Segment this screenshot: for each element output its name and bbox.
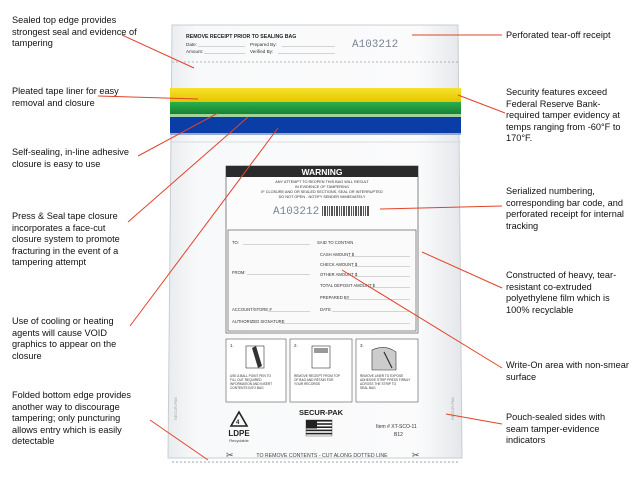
write-on-area bbox=[228, 230, 416, 331]
field-to: TO: bbox=[232, 240, 239, 245]
receipt-verified-label: Verified By: bbox=[250, 49, 274, 54]
field-from: FROM: bbox=[232, 270, 246, 275]
field-total: TOTAL DEPOSIT AMOUNT $ bbox=[320, 283, 375, 288]
tape-blue-stripe bbox=[170, 117, 461, 133]
field-prepared-by: PREPARED BY bbox=[320, 295, 350, 300]
receipt-amount-label: Amount: bbox=[186, 49, 204, 54]
callout-pleated-tape-liner: Pleated tape liner for easy removal and closure bbox=[12, 86, 119, 108]
callout-serialized-numbering: Serialized numbering, corresponding bar code, and perforated receipt for internal tracking bbox=[506, 186, 624, 231]
bottom-cut-instruction: TO REMOVE CONTENTS - CUT ALONG DOTTED LINE bbox=[256, 453, 388, 459]
side-text-left: SECUR-PAK bbox=[173, 396, 178, 420]
warning-title: WARNING bbox=[301, 167, 343, 177]
callout-write-on-area: Write-On area with non-smear surface bbox=[506, 360, 629, 382]
receipt-prepared-label: Prepared By: bbox=[250, 42, 277, 47]
receipt-serial-number: A103212 bbox=[352, 39, 399, 51]
step-3-text: REMOVE LINER TO EXPOSE ADHESIVE STRIP PRESS FIRMLY ACROSS THE STRIP TO SEAL BAG bbox=[360, 374, 411, 390]
recycle-sublabel: Recyclable bbox=[229, 438, 249, 443]
side-text-right: SECUR-PAK bbox=[450, 396, 455, 420]
item-code: B12 bbox=[394, 432, 403, 438]
callout-pouch-sealed-sides: Pouch-sealed sides with seam tamper-evidence indicators bbox=[506, 412, 606, 445]
step-1-num: 1. bbox=[230, 343, 234, 348]
callout-perforated-receipt: Perforated tear-off receipt bbox=[506, 30, 611, 40]
callout-security-features: Security features exceed Federal Reserve Bank-required tamper evidency at temps ranging from -60°F to 170°F. bbox=[506, 87, 621, 143]
svg-text:4: 4 bbox=[236, 420, 240, 426]
warning-line-2: IN EVIDENCE OF TAMPERING bbox=[295, 185, 349, 189]
recycle-label: LDPE bbox=[228, 429, 250, 438]
warning-line-3: IF CLOSURE AND OR SEALED SECTIONS, SEAL OR INTERRUPTED bbox=[261, 190, 383, 194]
callout-cooling-heating-void: Use of cooling or heating agents will cause VOID graphics to appear on the closure bbox=[12, 316, 117, 361]
field-cash-amount: CASH AMOUNT $ bbox=[320, 252, 355, 257]
brand-name: SECUR-PAK bbox=[299, 408, 344, 417]
field-other-amount: OTHER AMOUNT $ bbox=[320, 272, 358, 277]
callout-sealed-top-edge: Sealed top edge provides strongest seal and evidence of tampering bbox=[12, 15, 137, 48]
instruction-steps bbox=[226, 339, 418, 402]
us-flag-icon bbox=[306, 420, 332, 436]
tape-yellow-stripe bbox=[170, 88, 461, 102]
callout-construction-material: Constructed of heavy, tear-resistant co-extruded polyethylene film which is 100% recyclable bbox=[506, 270, 617, 315]
warning-line-4: DO NOT OPEN - NOTIFY SENDER IMMEDIATELY bbox=[278, 195, 366, 199]
field-account-store: ACCOUNT/STORE # bbox=[232, 307, 272, 312]
step-2-text: REMOVE RECEIPT FROM TOP OF BAG AND RETAIN FOR YOUR RECORDS bbox=[294, 374, 340, 386]
receipt-title: REMOVE RECEIPT PRIOR TO SEALING BAG bbox=[186, 34, 297, 40]
scissors-icon-left: ✂ bbox=[226, 450, 234, 460]
scissors-icon-right: ✂ bbox=[412, 450, 420, 460]
callout-folded-bottom-edge: Folded bottom edge provides another way to discourage tampering; only puncturing allows entry which is easily detectable bbox=[12, 390, 132, 446]
field-date: DATE bbox=[320, 307, 331, 312]
field-check-amount: CHECK AMOUNT $ bbox=[320, 262, 358, 267]
step-2-num: 2. bbox=[294, 343, 298, 348]
field-said-to-contain: SAID TO CONTAIN bbox=[317, 240, 354, 245]
tape-green-stripe bbox=[170, 102, 461, 114]
receipt-date-label: Date: bbox=[186, 42, 197, 47]
callout-press-seal-tape: Press & Seal tape closure incorporates a face-cut closure system to promote fracturing in the event of a tampering attempt bbox=[12, 211, 120, 267]
bag-serial-number: A103212 bbox=[273, 206, 320, 218]
warning-line-1: ANY ATTEMPT TO REOPEN THIS BAG WILL RESULT bbox=[275, 180, 369, 184]
callout-self-sealing-closure: Self-sealing, in-line adhesive closure is easy to use bbox=[12, 147, 129, 169]
field-authorized-signature: AUTHORIZED SIGNATURE bbox=[232, 319, 285, 324]
item-number: Item # XT-SCO-11 bbox=[376, 424, 417, 430]
step-1-text: USE A BALL POINT PEN TO FILL OUT REQUIRED INFORMATION AND INSERT CONTENTS INTO BAG bbox=[230, 374, 272, 390]
step-3-num: 3. bbox=[360, 343, 364, 348]
